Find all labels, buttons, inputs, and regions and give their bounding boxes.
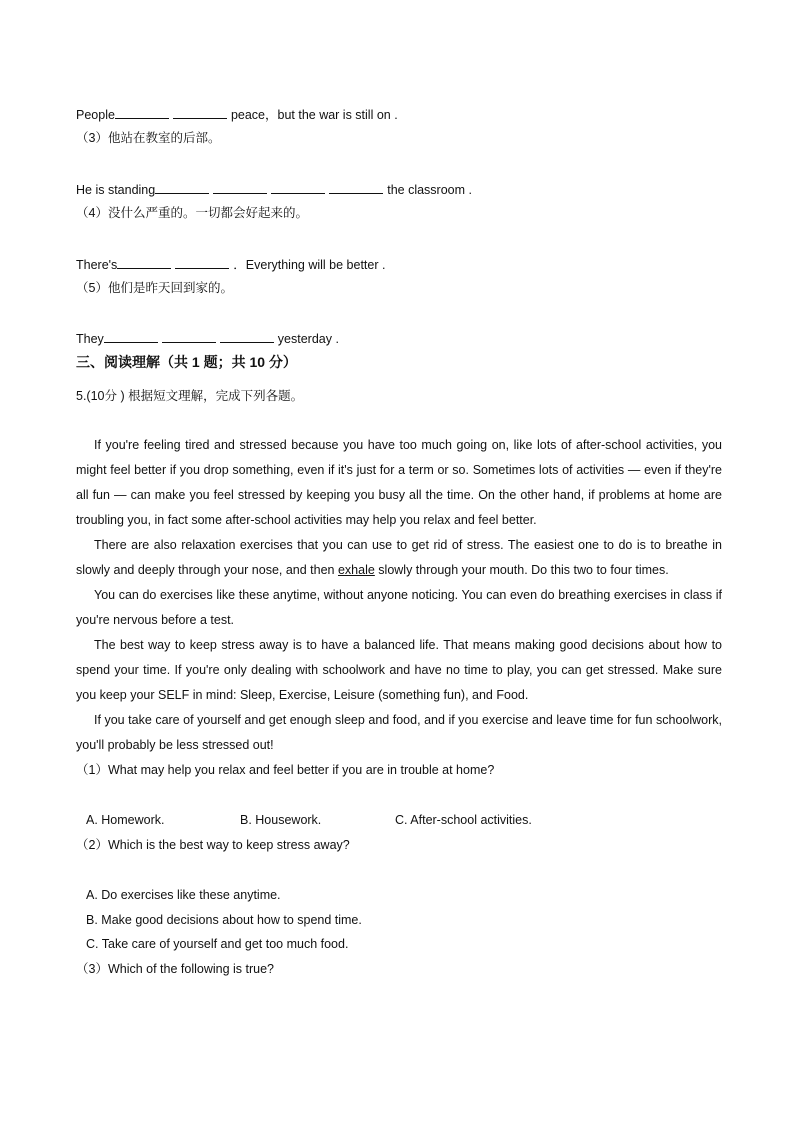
- reading-passage: [76, 433, 722, 758]
- answer-blank[interactable]: [173, 106, 227, 119]
- answer-text: People: [76, 108, 115, 122]
- answer-blank[interactable]: [329, 181, 383, 194]
- answer-blank[interactable]: [213, 181, 267, 194]
- answer-blank[interactable]: [117, 256, 171, 269]
- question-prompt-q5: （5）他们是昨天回到家的。: [76, 281, 233, 295]
- passage-paragraph-1: If you're feeling tired and stressed because you have too much going on, like lots of after-school activities, you might feel better if you drop something, even if it's just for a term or so. Sometimes lots of activities — even if they're all fun — can make you feel stressed by keeping you busy all the time. On the other hand, if problems at home are troubling you, in fact some after-school activities may help you relax and feel better.: [76, 438, 722, 527]
- answer-blank[interactable]: [220, 330, 274, 343]
- answer-text: They: [76, 332, 104, 346]
- section-heading: 三、阅读理解（共 1 题；共 10 分）: [76, 354, 297, 370]
- option-2a[interactable]: A. Do exercises like these anytime.: [86, 888, 281, 902]
- answer-blank[interactable]: [175, 256, 229, 269]
- option-1a[interactable]: A. Homework.: [86, 813, 165, 827]
- answer-text: yesterday .: [277, 332, 339, 346]
- passage-paragraph-4: The best way to keep stress away is to have a balanced life. That means making good decisions about how to spend your time. If you're only dealing with schoolwork and have no time to play, you can get stressed. Make sure you keep your SELF in mind: Sleep, Exercise, Leisure (something fun), and Food.: [76, 638, 722, 702]
- answer-line-q4: [76, 256, 385, 273]
- answer-line-q2: [76, 106, 398, 123]
- underlined-word: exhale: [337, 563, 375, 577]
- option-1b[interactable]: B. Housework.: [240, 813, 322, 827]
- answer-blank[interactable]: [162, 330, 216, 343]
- question-prompt-q4: （4）没什么严重的。一切都会好起来的。: [76, 206, 308, 220]
- answer-blank[interactable]: [104, 330, 158, 343]
- question-stem-2: （2）Which is the best way to keep stress away?: [76, 838, 350, 852]
- question-intro: 5.(10分 ) 根据短文理解，完成下列各题。: [76, 389, 304, 403]
- option-2c[interactable]: C. Take care of yourself and get too much food.: [86, 937, 349, 951]
- answer-text: ．Everything will be better .: [233, 258, 386, 272]
- answer-text: He is standing: [76, 183, 156, 197]
- answer-blank[interactable]: [115, 106, 169, 119]
- answer-blank[interactable]: [155, 181, 209, 194]
- question-stem-3: （3）Which of the following is true?: [76, 962, 275, 976]
- option-1c[interactable]: C. After-school activities.: [395, 813, 532, 827]
- passage-text: There are also relaxation exercises that you can use to get rid of stress. The easiest one to do is to breathe in slowly and deeply through your nose, and then: [76, 538, 722, 577]
- passage-paragraph-5: If you take care of yourself and get enough sleep and food, and if you exercise and leave time for fun schoolwork, you'll probably be less stressed out!: [76, 713, 722, 752]
- passage-paragraph-2: [76, 533, 722, 583]
- answer-text: peace，but the war is still on .: [230, 108, 398, 122]
- answer-text: There's: [76, 258, 118, 272]
- question-prompt-q3: （3）他站在教室的后部。: [76, 131, 221, 145]
- answer-line-q5: [76, 330, 339, 347]
- answer-text: the classroom .: [387, 183, 472, 197]
- option-2b[interactable]: B. Make good decisions about how to spend time.: [86, 913, 362, 927]
- passage-paragraph-3: You can do exercises like these anytime, without anyone noticing. You can even do breathing exercises in class if you're nervous before a test.: [76, 588, 722, 627]
- answer-line-q3: [76, 181, 472, 198]
- passage-text: slowly through your mouth. Do this two to four times.: [374, 563, 669, 577]
- answer-blank[interactable]: [271, 181, 325, 194]
- question-stem-1: （1）What may help you relax and feel better if you are in trouble at home?: [76, 763, 495, 777]
